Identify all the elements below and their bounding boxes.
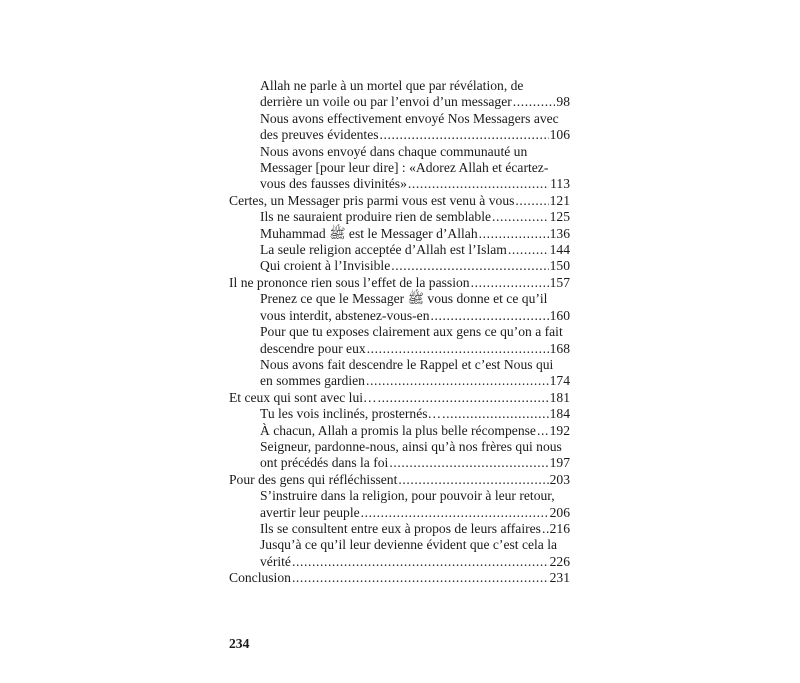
toc-entry: [229, 570, 570, 586]
toc-entry-last-line: [229, 390, 570, 406]
dot-leader: [292, 554, 549, 570]
toc-subentry: [229, 439, 570, 472]
dot-leader: [391, 258, 548, 274]
toc-page-number: 106: [549, 127, 570, 143]
toc-entry-text: Conclusion: [229, 570, 291, 586]
toc-entry-text: Ils se consultent entre eux à propos de leurs affaires: [260, 520, 541, 536]
toc-subentry: [229, 226, 570, 242]
toc-entry-text: Muhammad ﷺ est le Messager d’Allah: [260, 225, 478, 241]
dot-leader: [442, 406, 548, 422]
dot-leader: [515, 193, 548, 209]
toc-entry-text: derrière un voile ou par l’envoi d’un messager: [260, 94, 512, 110]
toc-entry-text: À chacun, Allah a promis la plus belle récompense: [260, 422, 536, 438]
dot-leader: [471, 275, 549, 291]
toc-entry-text: ont précédés dans la foi: [260, 455, 389, 471]
toc-entry-last-line: [260, 455, 570, 471]
toc-page-number: 231: [549, 570, 570, 586]
toc-entry-last-line: [260, 373, 570, 389]
toc-entry: [229, 275, 570, 291]
toc-page-number: 203: [549, 471, 570, 487]
toc-entry-text: Qui croient à l’Invisible: [260, 258, 391, 274]
toc-subentry: [229, 258, 570, 274]
dot-leader: [513, 94, 556, 110]
toc-page-number: 206: [549, 504, 570, 520]
toc-page-number: 160: [549, 307, 570, 323]
toc-entry-text: Pour des gens qui réfléchissent: [229, 471, 398, 487]
toc-entry-last-line: [260, 341, 570, 357]
toc-page-number: 150: [549, 258, 570, 274]
dot-leader: [378, 390, 549, 406]
toc-subentry: [229, 242, 570, 258]
toc-entry-last-line: [229, 570, 570, 586]
toc-subentry: [229, 423, 570, 439]
toc-entry-text: La seule religion acceptée d’Allah est l’Islam: [260, 242, 507, 258]
toc-page-number: 192: [549, 422, 570, 438]
toc-subentry: [229, 78, 570, 111]
toc-entry-last-line: [260, 127, 570, 143]
toc-page-number: 197: [549, 455, 570, 471]
toc-entry-last-line: [260, 94, 570, 110]
toc-entry-text: Nous avons effectivement envoyé Nos Messagers avec: [260, 110, 559, 126]
toc-entry-text: descendre pour eux: [260, 340, 366, 356]
toc-subentry: [229, 357, 570, 390]
toc-page-number: 216: [549, 520, 570, 536]
toc-entry-text: Il ne prononce rien sous l’effet de la passion: [229, 274, 470, 290]
toc-page-number: 98: [556, 94, 570, 110]
dot-leader: [389, 455, 548, 471]
toc-page-number: 181: [549, 389, 570, 405]
toc-entry-text: avertir leur peuple: [260, 504, 360, 520]
table-of-contents: [229, 78, 570, 587]
toc-entry-text: Tu les vois inclinés, prosternés…: [260, 406, 442, 422]
toc-entry-text: Nous avons fait descendre le Rappel et c’est Nous qui: [260, 356, 554, 372]
toc-entry-last-line: [260, 554, 570, 570]
toc-page-number: 168: [549, 340, 570, 356]
dot-leader: [492, 209, 549, 225]
dot-leader: [508, 242, 549, 258]
toc-page-number: 125: [549, 209, 570, 225]
dot-leader: [537, 423, 549, 439]
toc-subentry: [229, 521, 570, 537]
toc-entry-text: Et ceux qui sont avec lui…: [229, 389, 377, 405]
toc-entry-last-line: [229, 472, 570, 488]
dot-leader: [367, 341, 549, 357]
dot-leader: [361, 505, 549, 521]
toc-entry-last-line: [260, 308, 570, 324]
toc-entry-last-line: [260, 406, 570, 422]
toc-page-number: 184: [549, 406, 570, 422]
toc-entry-text: Allah ne parle à un mortel que par révélation, de: [260, 78, 524, 93]
page-number: 234: [229, 636, 250, 651]
toc-subentry: [229, 111, 570, 144]
toc-entry: [229, 193, 570, 209]
toc-entry-last-line: [260, 176, 570, 192]
toc-page-number: 144: [549, 242, 570, 258]
toc-subentry: [229, 406, 570, 422]
toc-page-number: 136: [549, 225, 570, 241]
toc-subentry: [229, 488, 570, 521]
toc-entry-text: S’instruire dans la religion, pour pouvoir à leur retour,: [260, 488, 555, 504]
toc-entry-text: en sommes gardien: [260, 373, 365, 389]
toc-subentry: [229, 291, 570, 324]
toc-entry-last-line: [260, 423, 570, 439]
toc-entry-last-line: [260, 226, 570, 242]
toc-entry-text: vous interdit, abstenez-vous-en: [260, 307, 430, 323]
toc-entry-text: Ils ne sauraient produire rien de semblable: [260, 209, 492, 225]
toc-entry-text: Messager [pour leur dire] : «Adorez Allah et écartez-: [260, 160, 549, 176]
toc-page-number: 174: [549, 373, 570, 389]
dot-leader: [479, 226, 549, 242]
toc-page-number: 113: [550, 176, 570, 192]
dot-leader: [292, 570, 549, 586]
toc-subentry: [229, 537, 570, 570]
toc-page-number: 121: [549, 192, 570, 208]
toc-entry-text: Pour que tu exposes clairement aux gens ce qu’on a fait: [260, 324, 563, 340]
toc-page-number: 226: [549, 553, 570, 569]
toc-entry-last-line: [260, 209, 570, 225]
dot-leader: [380, 127, 549, 143]
toc-entry-text: des preuves évidentes: [260, 127, 379, 143]
toc-entry-text: Prenez ce que le Messager ﷺ vous donne et ce qu’il: [260, 291, 548, 307]
toc-entry-last-line: [260, 521, 570, 537]
toc-entry: [229, 390, 570, 406]
dot-leader: [398, 472, 548, 488]
toc-entry-text: Seigneur, pardonne-nous, ainsi qu’à nos frères qui nous: [260, 438, 562, 454]
dot-leader: [366, 373, 549, 389]
toc-entry-text: Nous avons envoyé dans chaque communauté un: [260, 143, 528, 159]
toc-entry-last-line: [229, 275, 570, 291]
toc-subentry: [229, 209, 570, 225]
toc-entry-last-line: [260, 258, 570, 274]
toc-subentry: [229, 324, 570, 357]
toc-subentry: [229, 144, 570, 193]
toc-page-number: 157: [549, 274, 570, 290]
toc-entry-last-line: [229, 193, 570, 209]
toc-entry-text: vous des fausses divinités»: [260, 176, 407, 192]
toc-entry-last-line: [260, 242, 570, 258]
dot-leader: [542, 521, 549, 537]
toc-entry: [229, 472, 570, 488]
dot-leader: [408, 176, 549, 192]
toc-entry-last-line: [260, 505, 570, 521]
dot-leader: [431, 308, 549, 324]
toc-entry-text: Certes, un Messager pris parmi vous est venu à vous: [229, 192, 515, 208]
toc-entry-text: vérité: [260, 553, 291, 569]
toc-entry-text: Jusqu’à ce qu’il leur devienne évident que c’est cela la: [260, 537, 558, 553]
